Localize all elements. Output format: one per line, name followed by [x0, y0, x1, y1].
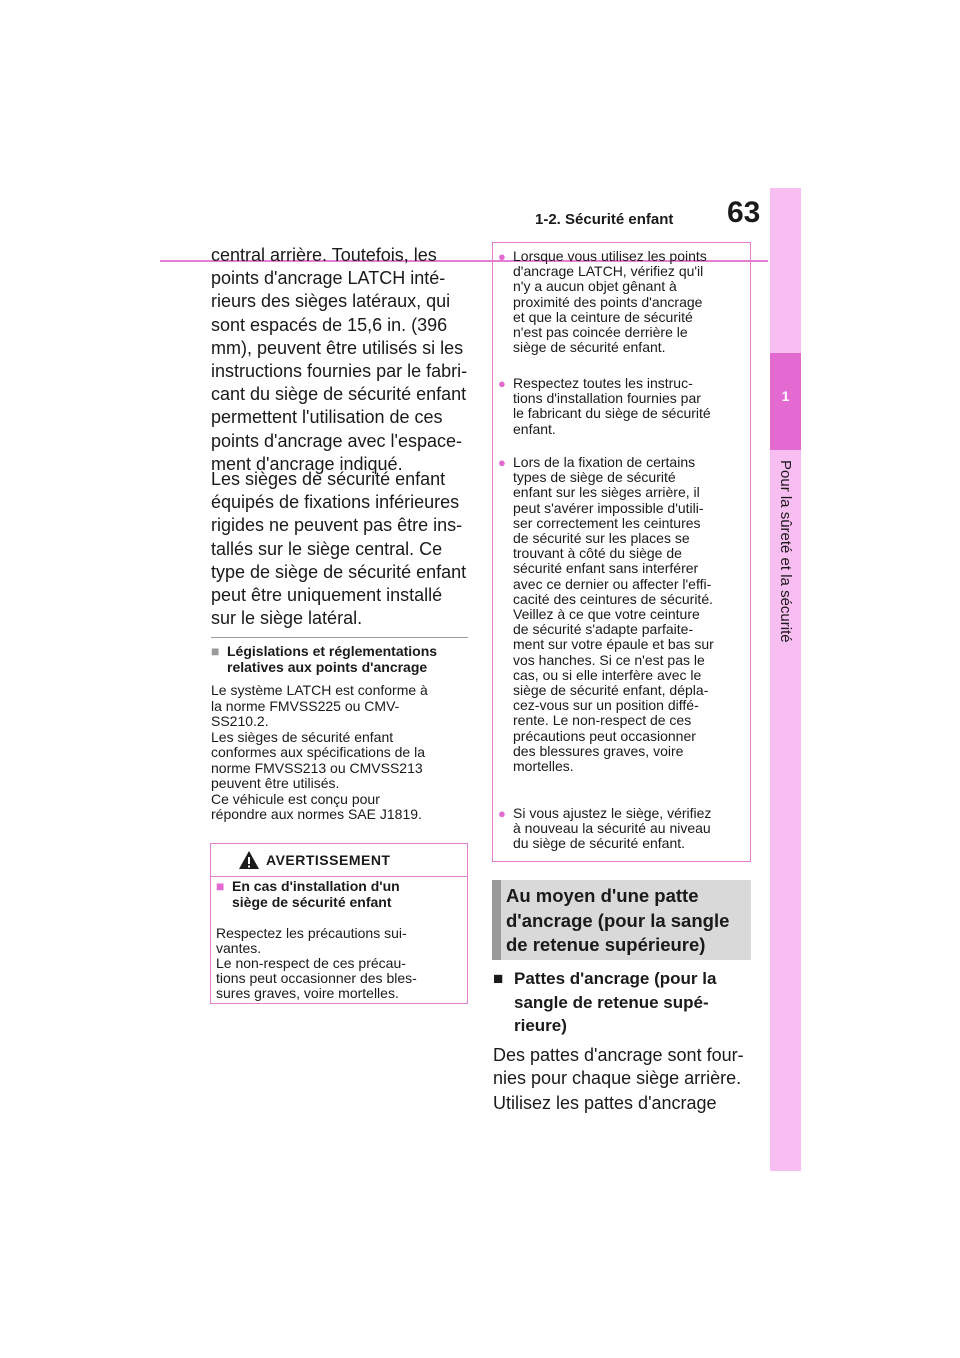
text-line: le fabricant du siège de sécurité	[513, 405, 711, 422]
text-line: points d'ancrage LATCH inté-	[211, 268, 446, 289]
text-line: du siège de sécurité enfant.	[513, 835, 686, 852]
text-line: Lors de la fixation de certains	[513, 454, 696, 470]
text-line: sur le siège latéral.	[211, 608, 363, 629]
text-line: Ce véhicule est conçu pour	[211, 790, 380, 807]
subheading-line: rieure)	[514, 1016, 567, 1035]
warning-triangle-icon	[238, 850, 260, 870]
text-line: nies pour chaque siège arrière.	[493, 1068, 742, 1089]
text-line: ment sur votre épaule et bas sur	[513, 636, 714, 653]
paragraph-latch-spacing	[211, 244, 471, 476]
warning-box	[210, 843, 468, 1004]
text-line: Les sièges de sécurité enfant	[211, 728, 394, 745]
text-line: Le système LATCH est conforme à	[211, 682, 428, 698]
text-line: Le non-respect de ces précau-	[216, 955, 406, 971]
heading-line: d'ancrage (pour la sangle	[506, 909, 730, 931]
text-line: cacité des ceintures de sécurité.	[513, 590, 713, 607]
text-line: de sécurité sur les places se	[513, 530, 690, 547]
text-line: types de siège de sécurité	[513, 469, 676, 486]
text-line: n'y a aucun objet gênant à	[513, 278, 677, 295]
text-line: peut s'avérer impossible d'utili-	[513, 499, 704, 516]
warning-text	[216, 926, 464, 1001]
warning-subheading	[216, 879, 464, 910]
subheading-line: siège de sécurité enfant	[232, 893, 392, 910]
text-line: sont espacés de 15,6 in. (396	[211, 314, 448, 335]
subheading-anchor-brackets	[493, 967, 743, 1038]
round-bullet-icon: ●	[498, 249, 506, 264]
text-line: trouvant à côté du siège de	[513, 545, 682, 562]
subheading-legislation	[211, 643, 473, 675]
text-line: Respectez toutes les instruc-	[513, 375, 693, 391]
text-line: avec ce dernier ou affecter l'effi-	[513, 575, 712, 592]
text-line: mm), peuvent être utilisés si les	[211, 337, 464, 358]
chapter-title: Pour la sûreté et la sécurité	[777, 460, 794, 643]
subheading-line: Pattes d'ancrage (pour la	[514, 969, 717, 988]
heading-line: Au moyen d'une patte	[506, 885, 699, 906]
text-line: tions peut occasionner des bles-	[216, 970, 417, 986]
text-line: tallés sur le siège central. Ce	[211, 538, 443, 559]
text-line: rigides ne peuvent pas être ins-	[211, 515, 463, 536]
text-line: mortelles.	[513, 758, 574, 775]
text-line: Si vous ajustez le siège, vérifiez	[513, 805, 712, 821]
list-item	[498, 806, 743, 852]
text-line: enfant.	[513, 420, 556, 437]
text-line: cas, ou si elle interfère avec le	[513, 666, 702, 683]
text-line: n'est pas coincée derrière le	[513, 324, 688, 341]
text-line: Les sièges de sécurité enfant	[211, 469, 446, 489]
text-line: central arrière. Toutefois, les	[211, 245, 437, 265]
text-line: précautions peut occasionner	[513, 727, 696, 744]
text-line: conformes aux spécifications de la	[211, 744, 425, 760]
paragraph-anchor-brackets	[493, 1044, 751, 1090]
chapter-number-tab	[770, 353, 801, 450]
text-line: Respectez les précautions sui-	[216, 925, 407, 941]
section-heading-bar	[492, 880, 501, 960]
latch-notes-box	[492, 242, 751, 862]
text-line: d'ancrage LATCH, vérifiez qu'il	[513, 263, 704, 280]
text-line: rente. Le non-respect de ces	[513, 712, 692, 729]
section-heading	[506, 884, 746, 958]
text-line: Veillez à ce que votre ceinture	[513, 606, 700, 623]
text-line: cez-vous sur un position diffé-	[513, 697, 699, 714]
text-line: sécurité enfant sans interférer	[513, 560, 699, 577]
text-line: à nouveau la sécurité au niveau	[513, 820, 711, 837]
list-item	[498, 376, 743, 437]
text-line: permettent l'utilisation de ces	[211, 407, 443, 428]
section-heading-box	[492, 880, 751, 960]
text-line: siège de sécurité enfant, dépla-	[513, 682, 709, 699]
text-line: enfant sur les sièges arrière, il	[513, 484, 700, 501]
subheading-line: sangle de retenue supé-	[514, 992, 709, 1012]
text-line: répondre aux normes SAE J1819.	[211, 806, 422, 822]
text-line: peuvent être utilisés.	[211, 775, 340, 791]
text-line: sures graves, voire mortelles.	[216, 985, 399, 1001]
text-line: la norme FMVSS225 ou CMV-	[211, 697, 400, 714]
text-line: points d'ancrage avec l'espace-	[211, 430, 463, 451]
text-line: Utilisez les pattes d'ancrage	[493, 1093, 717, 1113]
text-line: peut être uniquement installé	[211, 585, 443, 606]
text-line: proximité des points d'ancrage	[513, 293, 703, 310]
text-line: Lorsque vous utilisez les points	[513, 248, 707, 264]
paragraph-use-brackets	[493, 1092, 751, 1115]
text-line: ser correctement les ceintures	[513, 514, 701, 531]
list-item	[498, 455, 743, 774]
list-item	[498, 249, 743, 355]
text-line: de sécurité s'adapte parfaite-	[513, 621, 694, 638]
text-line: vantes.	[216, 940, 262, 956]
square-bullet-icon: ■	[493, 969, 504, 988]
text-line: et que la ceinture de sécurité	[513, 308, 693, 325]
square-bullet-icon: ■	[216, 878, 225, 894]
text-line: cant du siège de sécurité enfant	[211, 384, 467, 405]
warning-title: AVERTISSEMENT	[266, 852, 391, 868]
round-bullet-icon: ●	[498, 376, 506, 391]
legislation-text	[211, 683, 473, 823]
subheading-line: relatives aux points d'ancrage	[227, 659, 428, 675]
text-line: vos hanches. Si ce n'est pas le	[513, 651, 705, 668]
subsection-divider	[211, 637, 468, 638]
paragraph-rigid-fixations	[211, 468, 471, 630]
text-line: équipés de fixations inférieures	[211, 492, 460, 513]
warning-header	[211, 844, 467, 877]
text-line: rieurs des sièges latéraux, qui	[211, 291, 451, 312]
round-bullet-icon: ●	[498, 806, 506, 821]
heading-line: de retenue supérieure)	[506, 934, 706, 955]
round-bullet-icon: ●	[498, 455, 506, 470]
section-title: 1-2. Sécurité enfant	[535, 211, 674, 228]
text-line: des blessures graves, voire	[513, 742, 684, 759]
text-line: instructions fournies par le fabri-	[211, 361, 468, 382]
subheading-line: Législations et réglementations	[227, 643, 438, 659]
text-line: siège de sécurité enfant.	[513, 339, 666, 356]
text-line: ment d'ancrage indiqué.	[211, 453, 403, 474]
subheading-line: En cas d'installation d'un	[232, 878, 400, 894]
square-bullet-icon: ■	[211, 643, 220, 659]
text-line: type de siège de sécurité enfant	[211, 561, 467, 582]
text-line: Des pattes d'ancrage sont four-	[493, 1045, 744, 1065]
text-line: norme FMVSS213 ou CMVSS213	[211, 759, 423, 776]
text-line: tions d'installation fournies par	[513, 390, 701, 407]
page-number: 63	[727, 196, 761, 229]
chapter-number: 1	[781, 388, 790, 404]
text-line: SS210.2.	[211, 713, 269, 729]
